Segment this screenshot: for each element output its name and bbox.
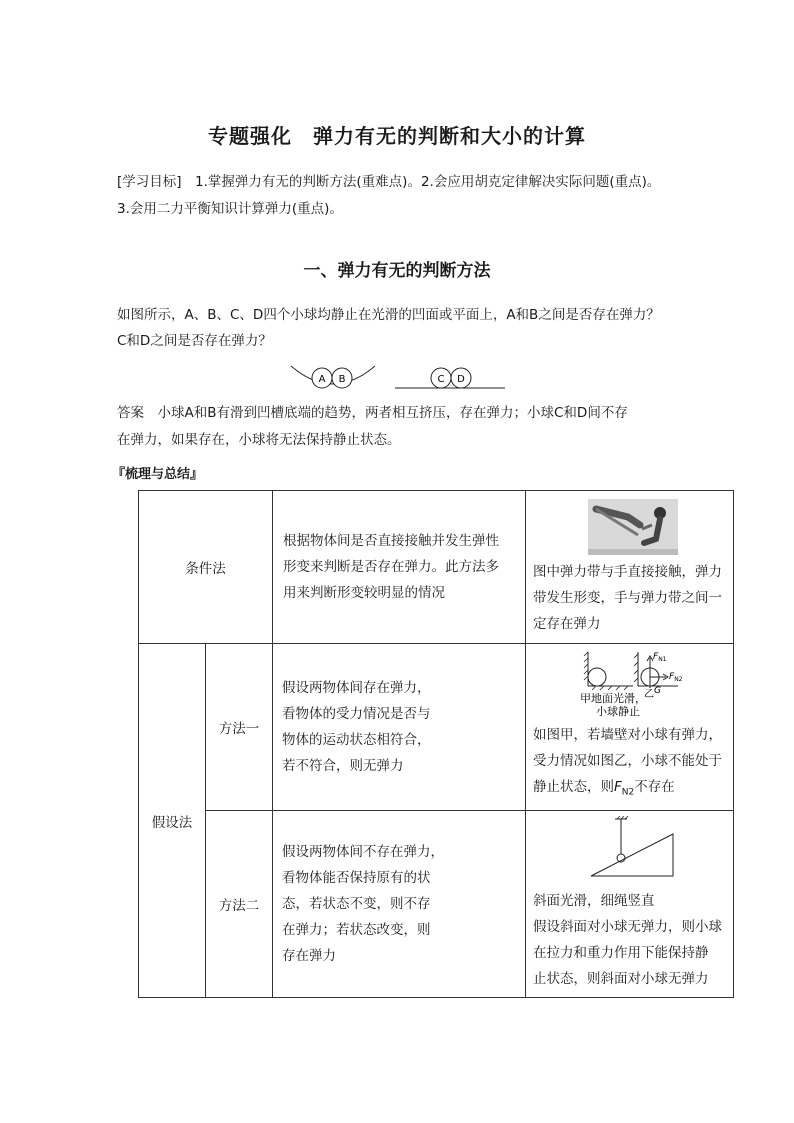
sub-method-one: 方法一: [206, 644, 273, 811]
condition-desc-line-3: 用来判断形变较明显的情况: [283, 585, 445, 601]
force-fn2-label: $F_{N2}$: [669, 672, 683, 684]
condition-example-line-3: 定存在弹力: [533, 616, 601, 632]
method-two-example-line-4: 止状态，则斜面对小球无弹力: [533, 971, 709, 987]
method-two-desc-line-4: 在弹力；若状态改变，则: [282, 922, 431, 938]
method-two-example-line-1: 斜面光滑，细绳竖直: [533, 893, 655, 909]
question-line-1: 如图所示，A、B、C、D四个小球均静止在光滑的凹面或平面上，A和B之间是否存在弹力？: [117, 307, 660, 323]
method-one-example: [526, 644, 734, 811]
condition-desc-line-2: 形变来判断是否存在弹力。此方法多: [283, 559, 499, 575]
balls-figure: [285, 360, 510, 396]
figure-yi-label: 乙: [644, 689, 654, 701]
method-one-desc-line-3: 物体的运动状态相符合，: [282, 732, 431, 748]
methods-table: [138, 490, 734, 998]
condition-example: [526, 491, 734, 644]
learning-goals-line-1: [学习目标] 1.掌握弹力有无的判断方法(重难点)。2.会应用胡克定律解决实际问题(重点)。: [117, 174, 661, 190]
ball-d-label: D: [457, 374, 465, 385]
ball-b-label: B: [338, 374, 346, 385]
ball-a-label: A: [318, 374, 326, 385]
answer-line-2: 在弹力，如果存在，小球将无法保持静止状态。: [117, 432, 401, 448]
summary-label: 『梳理与总结』: [112, 467, 204, 482]
table-row: [139, 811, 734, 998]
force-fn1-label: $F_{N1}$: [653, 652, 667, 664]
method-one-desc-line-1: 假设两物体间存在弹力，: [282, 680, 431, 696]
method-one-example-line-1: 如图甲，若墙壁对小球有弹力，: [533, 727, 722, 744]
page-title: 专题强化 弹力有无的判断和大小的计算: [208, 124, 586, 148]
figure-caption-2: 小球静止: [596, 705, 640, 719]
condition-description: [273, 491, 526, 644]
wall-ball-figure: [578, 648, 708, 718]
method-two-example-line-3: 在拉力和重力作用下能保持静: [533, 945, 709, 961]
method-two-example: [526, 811, 734, 998]
method-assumption: 假设法: [139, 644, 206, 998]
method-one-description: [273, 644, 526, 811]
method-condition: 条件法: [139, 491, 273, 644]
table-row: [139, 644, 734, 811]
method-one-desc-line-4: 若不符合，则无弹力: [282, 758, 404, 774]
learning-goals-line-2: 3.会用二力平衡知识计算弹力(重点)。: [117, 201, 343, 217]
section-heading: 一、弹力有无的判断方法: [303, 261, 491, 281]
method-one-example-line-2: 受力情况如图乙，小球不能处于: [533, 753, 722, 770]
ball-c-label: C: [437, 374, 445, 385]
method-two-example-line-2: 假设斜面对小球无弹力，则小球: [533, 919, 722, 935]
method-two-description: [273, 811, 526, 998]
example-post-text: 不存在: [634, 779, 675, 796]
condition-example-line-1: 图中弹力带与手直接接触，弹力: [533, 564, 722, 580]
table-row: [139, 491, 734, 644]
condition-example-line-2: 带发生形变，手与弹力带之间一: [533, 590, 722, 606]
example-pre-text: 静止状态，则: [533, 779, 614, 796]
method-two-desc-line-5: 存在弹力: [282, 948, 336, 964]
condition-desc-line-1: 根据物体间是否直接接触并发生弹性: [283, 533, 499, 549]
figure-caption-1: 甲地面光滑，: [580, 692, 646, 706]
answer-line-1: 答案 小球A和B有滑到凹槽底端的趋势，两者相互挤压，存在弹力；小球C和D间不存: [117, 405, 628, 421]
method-two-desc-line-2: 看物体能否保持原有的状: [282, 870, 431, 886]
question-line-2: C和D之间是否存在弹力？: [117, 333, 272, 349]
incline-ball-figure: [583, 816, 693, 882]
method-two-desc-line-1: 假设两物体间不存在弹力，: [282, 844, 444, 860]
gravity-label: G: [654, 686, 661, 697]
force-subscript: N2: [621, 787, 635, 798]
sub-method-two: 方法二: [206, 811, 273, 998]
resistance-band-photo: [588, 499, 678, 555]
method-two-desc-line-3: 态，若状态不变，则不存: [282, 896, 431, 912]
method-one-example-line-3: [533, 774, 733, 806]
force-symbol: F: [614, 779, 622, 796]
method-one-desc-line-2: 看物体的受力情况是否与: [282, 706, 431, 722]
